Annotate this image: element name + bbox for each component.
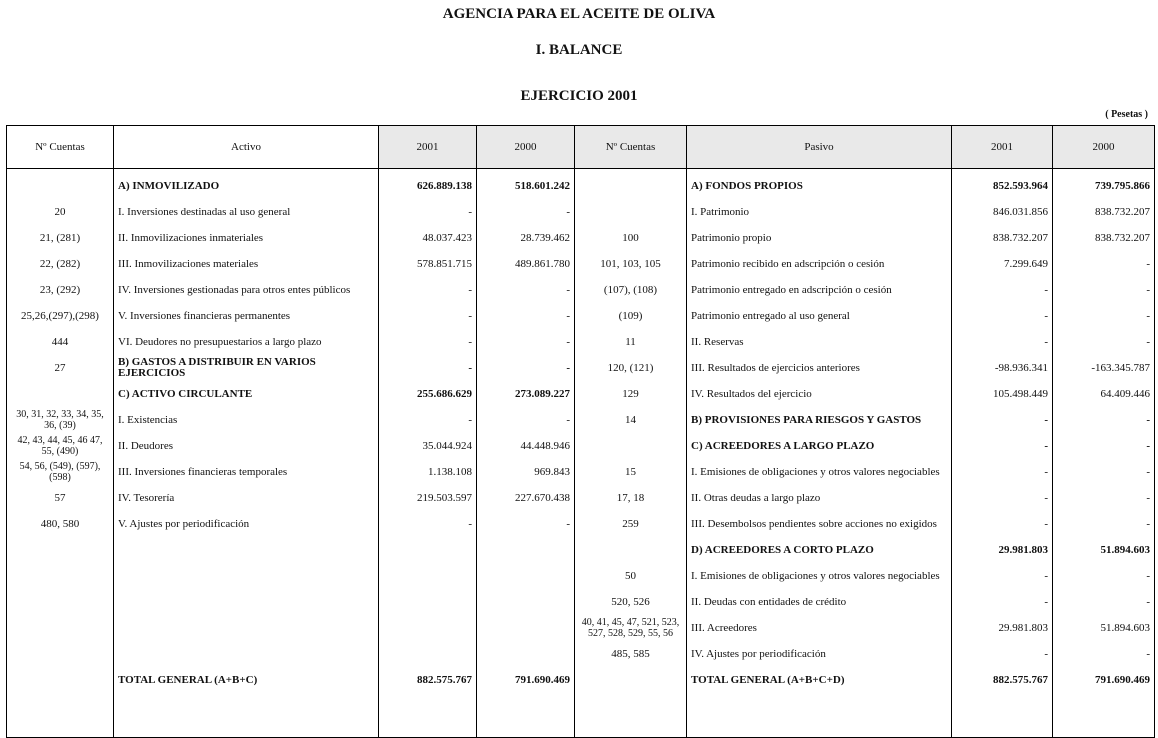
account-number-activo [7,667,114,693]
activo-label: V. Ajustes por periodificación [114,511,379,537]
activo-2001-value: 1.138.108 [379,459,477,485]
pasivo-label: Patrimonio propio [687,225,952,251]
pasivo-label: D) ACREEDORES A CORTO PLAZO [687,537,952,563]
pasivo-2001-value: - [952,329,1053,355]
account-number-pasivo: 520, 526 [575,589,687,615]
pasivo-label: III. Desembolsos pendientes sobre acciones no exigidos [687,511,952,537]
activo-2001-value: 255.686.629 [379,381,477,407]
activo-2001-value: 626.889.138 [379,173,477,199]
pasivo-2001-value: 29.981.803 [952,615,1053,641]
account-number-activo: 42, 43, 44, 45, 46 47, 55, (490) [7,433,114,459]
pasivo-2001-value: - [952,511,1053,537]
account-number-pasivo [575,173,687,199]
activo-label: II. Deudores [114,433,379,459]
pasivo-2000-value: - [1053,485,1155,511]
activo-2001-value [379,537,477,563]
col-header-pasivo: Pasivo [687,126,952,169]
pasivo-label: I. Emisiones de obligaciones y otros valores negociables [687,563,952,589]
activo-label: III. Inmovilizaciones materiales [114,251,379,277]
pasivo-2000-value: 838.732.207 [1053,199,1155,225]
activo-2000-value: - [477,199,575,225]
pasivo-2001-value: - [952,563,1053,589]
table-row [7,563,1155,589]
pasivo-2000-value: - [1053,303,1155,329]
activo-label: B) GASTOS A DISTRIBUIR EN VARIOS EJERCICIOS [114,355,379,381]
pasivo-2000-value: 838.732.207 [1053,225,1155,251]
table-row [7,537,1155,563]
pasivo-2000-value: 64.409.446 [1053,381,1155,407]
activo-2001-value: - [379,407,477,433]
activo-2000-value [477,563,575,589]
account-number-pasivo: 129 [575,381,687,407]
pasivo-label: IV. Resultados del ejercicio [687,381,952,407]
pasivo-2000-value: - [1053,589,1155,615]
pasivo-label: III. Acreedores [687,615,952,641]
pasivo-2000-value: - [1053,563,1155,589]
account-number-activo [7,173,114,199]
activo-label: VI. Deudores no presupuestarios a largo plazo [114,329,379,355]
activo-label: IV. Inversiones gestionadas para otros entes públicos [114,277,379,303]
pasivo-2000-value: -163.345.787 [1053,355,1155,381]
account-number-pasivo: 100 [575,225,687,251]
account-number-activo: 23, (292) [7,277,114,303]
activo-label [114,589,379,615]
account-number-activo: 480, 580 [7,511,114,537]
pasivo-2001-value: 7.299.649 [952,251,1053,277]
pasivo-2001-value: - [952,641,1053,667]
activo-label [114,537,379,563]
pasivo-2001-value: 882.575.767 [952,667,1053,693]
table-row [7,381,1155,407]
pasivo-label: III. Resultados de ejercicios anteriores [687,355,952,381]
account-number-activo: 21, (281) [7,225,114,251]
pasivo-label: I. Patrimonio [687,199,952,225]
activo-label [114,615,379,641]
pasivo-2000-value: - [1053,511,1155,537]
activo-2000-value: 969.843 [477,459,575,485]
col-header-activo: Activo [114,126,379,169]
pasivo-label: TOTAL GENERAL (A+B+C+D) [687,667,952,693]
activo-label: III. Inversiones financieras temporales [114,459,379,485]
col-header-activo-2001: 2001 [379,126,477,169]
activo-2000-value: 489.861.780 [477,251,575,277]
account-number-pasivo: 50 [575,563,687,589]
activo-2000-value: - [477,407,575,433]
account-number-activo [7,381,114,407]
account-number-pasivo: 15 [575,459,687,485]
pasivo-label: Patrimonio recibido en adscripción o cesión [687,251,952,277]
table-row [7,641,1155,667]
pasivo-2000-value: - [1053,641,1155,667]
account-number-activo [7,537,114,563]
table-row [7,225,1155,251]
activo-2000-value [477,641,575,667]
pasivo-2001-value: - [952,277,1053,303]
table-row [7,251,1155,277]
pasivo-2000-value: - [1053,407,1155,433]
account-number-pasivo: 101, 103, 105 [575,251,687,277]
activo-2001-value [379,641,477,667]
activo-2001-value: - [379,277,477,303]
account-number-pasivo: 259 [575,511,687,537]
activo-2000-value [477,537,575,563]
account-number-pasivo: 120, (121) [575,355,687,381]
activo-label: TOTAL GENERAL (A+B+C) [114,667,379,693]
pasivo-label: II. Reservas [687,329,952,355]
table-row [7,199,1155,225]
activo-label: I. Existencias [114,407,379,433]
table-row [7,407,1155,433]
account-number-activo: 25,26,(297),(298) [7,303,114,329]
activo-label: I. Inversiones destinadas al uso general [114,199,379,225]
activo-2001-value: - [379,303,477,329]
header-row [7,126,1155,169]
activo-2001-value: 578.851.715 [379,251,477,277]
pasivo-2001-value: -98.936.341 [952,355,1053,381]
activo-label: A) INMOVILIZADO [114,173,379,199]
account-number-pasivo: (109) [575,303,687,329]
table-row [7,459,1155,485]
activo-label: V. Inversiones financieras permanentes [114,303,379,329]
table-row [7,355,1155,381]
account-number-pasivo [575,667,687,693]
col-header-cuentas: Nº Cuentas [7,126,114,169]
activo-2000-value: - [477,329,575,355]
pasivo-2001-value: - [952,303,1053,329]
currency-note: ( Pesetas ) [1105,109,1148,120]
activo-2001-value [379,589,477,615]
document-subtitle: I. BALANCE [535,42,623,58]
total-row [7,667,1155,693]
activo-2001-value: - [379,329,477,355]
account-number-activo: 54, 56, (549), (597), (598) [7,459,114,485]
account-number-pasivo: (107), (108) [575,277,687,303]
pasivo-2001-value: - [952,459,1053,485]
pasivo-2001-value: 838.732.207 [952,225,1053,251]
pasivo-2000-value: 51.894.603 [1053,537,1155,563]
filler-row [7,693,1155,738]
activo-2000-value: 44.448.946 [477,433,575,459]
account-number-activo: 444 [7,329,114,355]
pasivo-label: II. Otras deudas a largo plazo [687,485,952,511]
pasivo-2001-value: 846.031.856 [952,199,1053,225]
account-number-activo: 30, 31, 32, 33, 34, 35, 36, (39) [7,407,114,433]
pasivo-2001-value: - [952,589,1053,615]
activo-label [114,641,379,667]
pasivo-label: IV. Ajustes por periodificación [687,641,952,667]
activo-label: IV. Tesorería [114,485,379,511]
table-row [7,303,1155,329]
pasivo-2001-value: 852.593.964 [952,173,1053,199]
account-number-pasivo: 485, 585 [575,641,687,667]
table-row [7,433,1155,459]
table-row [7,277,1155,303]
activo-label: C) ACTIVO CIRCULANTE [114,381,379,407]
activo-2001-value: - [379,355,477,381]
table-row [7,615,1155,641]
activo-2001-value: 35.044.924 [379,433,477,459]
account-number-activo: 20 [7,199,114,225]
pasivo-2000-value: 51.894.603 [1053,615,1155,641]
activo-2000-value: 273.089.227 [477,381,575,407]
pasivo-2000-value: 739.795.866 [1053,173,1155,199]
account-number-activo [7,641,114,667]
pasivo-label: B) PROVISIONES PARA RIESGOS Y GASTOS [687,407,952,433]
col-header-cuentas-pasivo: Nº Cuentas [575,126,687,169]
activo-2000-value [477,615,575,641]
exercise-title: EJERCICIO 2001 [520,88,638,104]
pasivo-label: C) ACREEDORES A LARGO PLAZO [687,433,952,459]
col-header-pasivo-2000: 2000 [1053,126,1155,169]
pasivo-label: Patrimonio entregado al uso general [687,303,952,329]
pasivo-2001-value: - [952,433,1053,459]
activo-label [114,563,379,589]
activo-2000-value: - [477,303,575,329]
activo-2001-value: 219.503.597 [379,485,477,511]
account-number-pasivo: 14 [575,407,687,433]
account-number-activo [7,563,114,589]
pasivo-label: Patrimonio entregado en adscripción o cesión [687,277,952,303]
col-header-pasivo-2001: 2001 [952,126,1053,169]
activo-2000-value: 227.670.438 [477,485,575,511]
pasivo-label: A) FONDOS PROPIOS [687,173,952,199]
pasivo-2000-value: - [1053,251,1155,277]
table-row [7,485,1155,511]
activo-2000-value: 28.739.462 [477,225,575,251]
activo-2001-value: 882.575.767 [379,667,477,693]
account-number-pasivo: 11 [575,329,687,355]
document-title: AGENCIA PARA EL ACEITE DE OLIVA [442,6,716,22]
activo-2001-value [379,615,477,641]
account-number-activo: 27 [7,355,114,381]
pasivo-2000-value: - [1053,459,1155,485]
account-number-pasivo: 40, 41, 45, 47, 521, 523, 527, 528, 529, 55, 56 [575,615,687,641]
account-number-activo [7,589,114,615]
table-row [7,173,1155,199]
pasivo-2000-value: - [1053,277,1155,303]
pasivo-label: I. Emisiones de obligaciones y otros valores negociables [687,459,952,485]
table-row [7,329,1155,355]
table-row [7,589,1155,615]
pasivo-2000-value: 791.690.469 [1053,667,1155,693]
activo-2000-value: 518.601.242 [477,173,575,199]
col-header-activo-2000: 2000 [477,126,575,169]
account-number-pasivo: 17, 18 [575,485,687,511]
account-number-activo [7,615,114,641]
activo-2000-value: 791.690.469 [477,667,575,693]
pasivo-2001-value: 105.498.449 [952,381,1053,407]
account-number-activo: 57 [7,485,114,511]
activo-2000-value: - [477,277,575,303]
account-number-pasivo [575,537,687,563]
account-number-pasivo [575,433,687,459]
activo-2000-value [477,589,575,615]
pasivo-2000-value: - [1053,433,1155,459]
pasivo-2001-value: - [952,407,1053,433]
activo-2001-value [379,563,477,589]
activo-2000-value: - [477,355,575,381]
activo-2001-value: 48.037.423 [379,225,477,251]
table-row [7,511,1155,537]
account-number-activo: 22, (282) [7,251,114,277]
activo-label: II. Inmovilizaciones inmateriales [114,225,379,251]
pasivo-2001-value: 29.981.803 [952,537,1053,563]
activo-2000-value: - [477,511,575,537]
account-number-pasivo [575,199,687,225]
activo-2001-value: - [379,199,477,225]
activo-2001-value: - [379,511,477,537]
pasivo-label: II. Deudas con entidades de crédito [687,589,952,615]
balance-table [6,125,1155,738]
pasivo-2001-value: - [952,485,1053,511]
pasivo-2000-value: - [1053,329,1155,355]
